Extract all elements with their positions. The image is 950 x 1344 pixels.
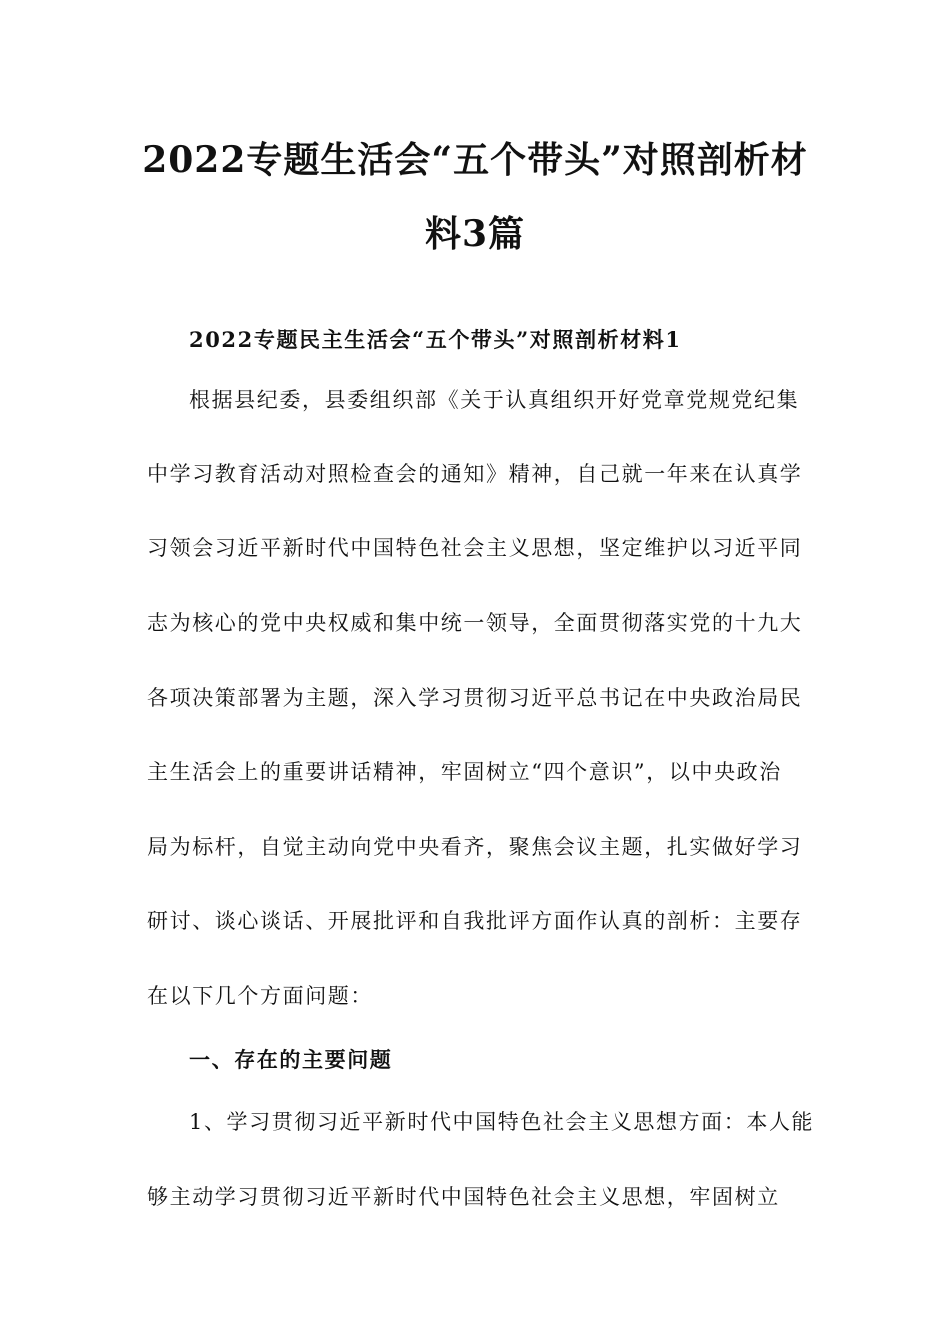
paragraph-line: 局为标杆，自觉主动向党中央看齐，聚焦会议主题，扎实做好学习 bbox=[147, 835, 803, 859]
paragraph-line: 1、学习贯彻习近平新时代中国特色社会主义思想方面：本人能 bbox=[189, 1110, 815, 1134]
paragraph-line: 主生活会上的重要讲话精神，牢固树立“四个意识”，以中央政治 bbox=[147, 760, 782, 784]
document-subtitle: 2022专题民主生活会“五个带头”对照剖析材料1 bbox=[189, 327, 682, 352]
document-title-line-1: 2022专题生活会“五个带头”对照剖析材 bbox=[142, 139, 808, 181]
paragraph-line: 研讨、谈心谈话、开展批评和自我批评方面作认真的剖析：主要存 bbox=[147, 909, 803, 933]
section-heading: 一、存在的主要问题 bbox=[189, 1047, 393, 1072]
paragraph-line: 各项决策部署为主题，深入学习贯彻习近平总书记在中央政治局民 bbox=[147, 686, 803, 710]
paragraph-line: 在以下几个方面问题： bbox=[147, 984, 373, 1008]
paragraph-line: 习领会习近平新时代中国特色社会主义思想，坚定维护以习近平同 bbox=[147, 536, 803, 560]
paragraph-line: 根据县纪委，县委组织部《关于认真组织开好党章党规党纪集 bbox=[189, 388, 800, 412]
document-title-line-2: 料3篇 bbox=[424, 213, 526, 255]
paragraph-line: 够主动学习贯彻习近平新时代中国特色社会主义思想，牢固树立 bbox=[147, 1185, 780, 1209]
paragraph-line: 志为核心的党中央权威和集中统一领导，全面贯彻落实党的十九大 bbox=[147, 611, 803, 635]
paragraph-line: 中学习教育活动对照检查会的通知》精神，自己就一年来在认真学 bbox=[147, 462, 803, 486]
